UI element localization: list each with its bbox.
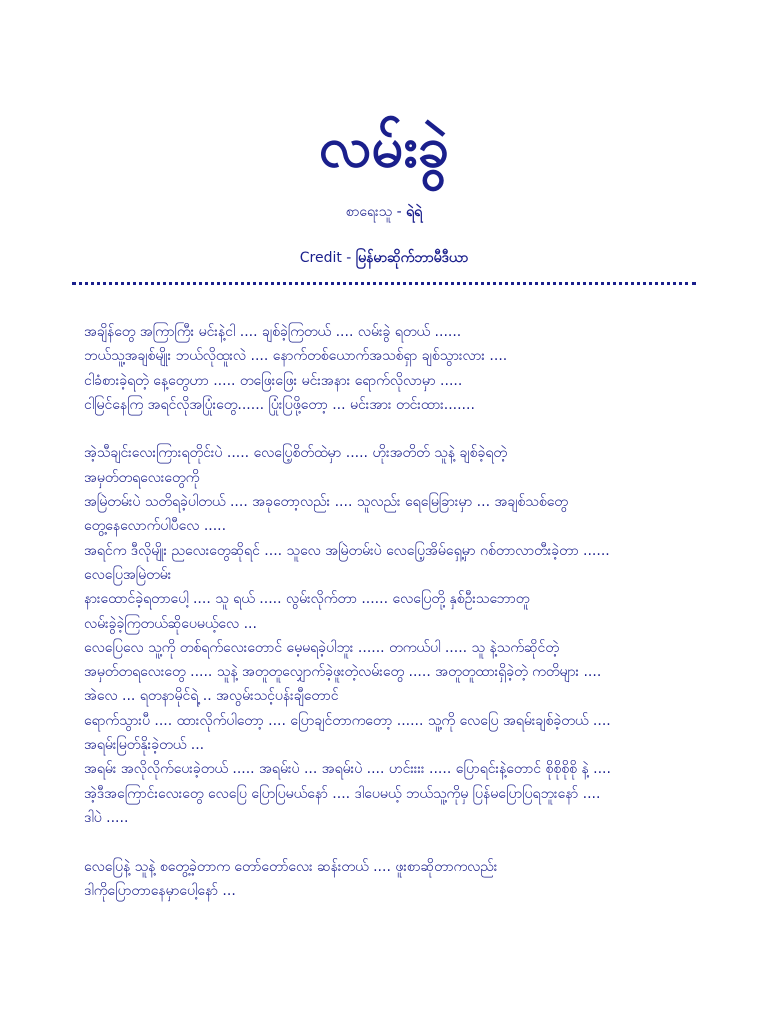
text-line: ငါခံစားခဲ့ရတဲ့ နေ့တွေဟာ ..... တဖြေးဖြေး မင်းအနား ရောက်လိုလာမှာ ..... <box>84 372 463 389</box>
text-line: လေပြေအမြဲတမ်း <box>84 566 172 583</box>
credit-label: Credit - <box>299 250 356 266</box>
text-line: နားထောင်ခဲ့ရတာပေါ့ .... သူ ရယ် ..... လွမ်းလိုက်တာ ...... လေပြေတို့ နှစ်ဦးသဘောတူ <box>84 591 530 608</box>
text-line: ငါမြင်နေကြ အရင်လိုအပြုံးတွေ...... ပြုံးပြဖို့တော့ ... မင်းအား တင်းထား....... <box>84 396 475 413</box>
author-line <box>0 200 768 224</box>
text-line: အရင်က ဒီလိုမျိုး ညလေးတွေဆိုရင် .... သူလေ အမြဲတမ်းပဲ လေပြေ့အိမ်ရှေ့မှာ ဂစ်တာလာတီးခဲ့တာ ...... <box>84 542 610 559</box>
text-line: အချိန်တွေ အကြာကြီး မင်းနဲ့ငါ .... ချစ်ခဲ့ကြတယ် .... လမ်းခွဲ ရတယ် ...... <box>84 324 462 340</box>
author-label: စာရေးသူ - <box>345 204 407 220</box>
text-line: တွေ့နေလောက်ပါပီလေ ..... <box>84 518 227 535</box>
story-body <box>84 320 694 903</box>
paragraph-3 <box>84 855 694 904</box>
text-line: ရောက်သွားပီ .... ထားလိုက်ပါတော့ .... ပြောချင်တာကတော့ ...... သူ့ကို လေပြေ အရမ်းချစ်ခဲ့တယ် .... <box>84 712 611 729</box>
paragraph-gap <box>84 417 694 441</box>
text-line: အမှတ်တရလေးတွေကို <box>84 469 200 486</box>
text-line: အဲလေ ... ရတနာမိုင်ရဲ့ .. အလွမ်းသင့်ပန်းချီတောင် <box>84 688 339 705</box>
credit-line <box>0 246 768 270</box>
text-line: အရမ်း အလိုလိုက်ပေးခဲ့တယ် ..... အရမ်းပဲ ... အရမ်းပဲ .... ဟင်းးးး ..... ပြောရင်းနဲ့တောင် စိုစိုစိုစို နဲ့ .... <box>84 761 611 778</box>
paragraph-2 <box>84 441 694 830</box>
text-line: ဒါကိုပြောတာနေမှာပေါ့နော် ... <box>84 882 236 899</box>
dotted-divider <box>72 282 696 285</box>
text-line: ဘယ်သူ့အချစ်မျိုး ဘယ်လိုထူးလဲ .... နောက်တစ်ယောက်အသစ်ရှာ ချစ်သွားလား .... <box>84 348 508 365</box>
text-line: လေပြေလေ သူ့ကို တစ်ရက်လေးတောင် မေ့မရခဲ့ပါဘူး ...... တကယ်ပါ ..... သူ နဲ့သက်ဆိုင်တဲ့ <box>84 639 559 656</box>
text-line: လမ်းခွဲခဲ့ကြတယ်ဆိုပေမယ့်လေ ... <box>84 615 257 632</box>
author-name: ရဲရဲ <box>406 204 423 220</box>
page-title: လမ်းခွဲ <box>318 115 450 180</box>
text-line: အမှတ်တရလေးတွေ ..... သူနဲ့ အတူတူလျှောက်ခဲ့ဖူးတဲ့လမ်းတွေ ..... အတူတူထားရှိခဲ့တဲ့ ကတိများ .... <box>84 664 602 681</box>
text-line: အမြဲတမ်းပဲ သတိရခဲ့ပါတယ် .... အခုတော့လည်း .... သူလည်း ရေမြေခြားမှာ ... အချစ်သစ်တွေ <box>84 494 568 511</box>
text-line: အဲ့သီချင်းလေးကြားရတိုင်းပဲ ..... လေပြေ့စိတ်ထဲမှာ ..... ဟိုးအတိတ် သူနဲ့ ချစ်ခဲ့ရတဲ့ <box>84 445 508 462</box>
text-line: အဲ့ဒီအကြောင်းလေးတွေ လေပြေ ပြောပြမယ်နော် .... ဒါပေမယ့် ဘယ်သူ့ကိုမှ ပြန်မပြောပြရဘူးနော် .... <box>84 785 601 802</box>
text-line: ဒါပဲ ..... <box>84 809 129 826</box>
text-line: အရမ်းမြတ်နိုးခဲ့တယ် ... <box>84 737 205 754</box>
paragraph-1 <box>84 320 694 417</box>
credit-name: မြန်မာဆိုက်ဘာမီဒီယာ <box>355 250 469 266</box>
text-line: လေပြေနဲ့ သူနဲ့ စတွေ့ခဲ့တာက တော်တော်လေး ဆန်းတယ် .... ဖူးစာဆိုတာကလည်း <box>84 858 498 875</box>
paragraph-gap <box>84 830 694 854</box>
